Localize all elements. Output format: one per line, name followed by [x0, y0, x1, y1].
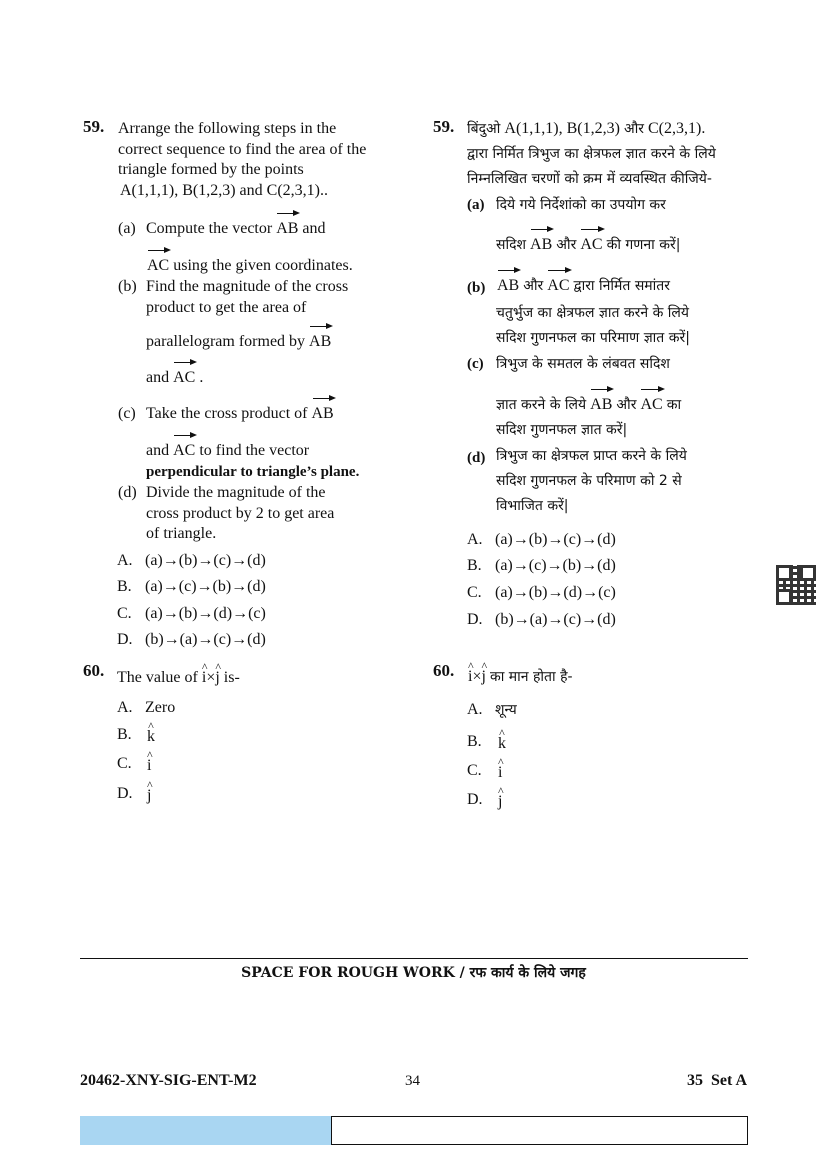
q59-en-step-a-label: (a) [118, 220, 136, 237]
q60-en-option-d[interactable]: j ^ [147, 786, 151, 806]
footer-color-bar [80, 1116, 331, 1145]
q59-hi-step-b-line2: चतुर्भुज का क्षेत्रफल ज्ञात करने के लिये [496, 305, 690, 321]
qr-code [776, 565, 816, 605]
q59-hi-step-d-line2: सदिश गुणनफल के परिमाण को 2 से [496, 473, 682, 489]
q59-hi-step-d-line3: विभाजित करें| [496, 498, 569, 514]
q59-hi-option-a-label[interactable]: A. [467, 531, 483, 548]
unit-vector-i: i ^ [202, 668, 206, 688]
vector-ac: AC [173, 442, 196, 459]
vector-ab: AB [309, 333, 332, 350]
vector-ac: AC [580, 236, 603, 253]
vector-ac: AC [173, 369, 196, 386]
q59-en-option-c-label[interactable]: C. [117, 605, 132, 622]
vector-ab: AB [497, 277, 520, 294]
q59-en-step-b-line3: parallelogram formed by AB [146, 333, 332, 350]
q59-hi-option-b-label[interactable]: B. [467, 557, 482, 574]
q59-en-step-d-line1: Divide the magnitude of the [146, 484, 326, 501]
footer-box [331, 1116, 748, 1145]
q59-en-intro-line3: triangle formed by the points [118, 161, 304, 178]
q59-en-step-c-line2: and AC to find the vector [146, 442, 310, 459]
q59-hi-step-c-label: (c) [467, 356, 484, 372]
q59-en-option-d[interactable]: (b)→(a)→(c)→(d) [145, 631, 266, 648]
vector-ac: AC [147, 257, 170, 274]
q59-hi-option-b[interactable]: (a)→(c)→(b)→(d) [495, 557, 616, 574]
vector-ab: AB [276, 220, 299, 237]
q59-hi-option-c-label[interactable]: C. [467, 584, 482, 601]
q59-en-option-b-label[interactable]: B. [117, 578, 132, 595]
q59-en-step-a-line1: Compute the vector AB and [146, 220, 326, 237]
q60-en-option-c[interactable]: i ^ [147, 756, 151, 776]
q59-hi-option-d-label[interactable]: D. [467, 611, 483, 628]
q60-en-question: The value of i ^×j ^ is- [117, 668, 240, 688]
q59-hi-line3: निम्नलिखित चरणों को क्रम में व्यवस्थित कीजिये- [467, 171, 712, 187]
q60-hi-option-c-label[interactable]: C. [467, 762, 482, 779]
unit-vector-j: j ^ [215, 668, 219, 688]
page-number: 34 [405, 1073, 420, 1089]
vector-ab: AB [530, 236, 553, 253]
q59-en-step-c-line3: perpendicular to triangle’s plane. [146, 464, 360, 480]
q59-hi-step-c-line1: त्रिभुज के समतल के लंबवत सदिश [496, 356, 670, 372]
vector-ac: AC [640, 396, 663, 413]
q60-hi-question: i ^×j ^ का मान होता है- [468, 667, 573, 687]
set-label: 35 Set A [687, 1072, 747, 1089]
q60-hi-option-d-label[interactable]: D. [467, 791, 483, 808]
q59-en-option-a-label[interactable]: A. [117, 552, 133, 569]
vector-ac: AC [547, 277, 570, 294]
q60-hi-option-c[interactable]: i ^ [498, 763, 502, 783]
q59-hi-line2: द्वारा निर्मित त्रिभुज का क्षेत्रफल ज्ञात करने के लिये [467, 146, 716, 162]
q59-hi-step-b-label: (b) [467, 280, 486, 296]
q59-hi-step-d-line1: त्रिभुज का क्षेत्रफल प्राप्त करने के लिये [496, 448, 687, 464]
q59-en-intro-line2: correct sequence to find the area of the [118, 141, 367, 158]
paper-code: 20462-XNY-SIG-ENT-M2 [80, 1072, 257, 1089]
q59-en-step-b-label: (b) [118, 278, 137, 295]
q60-en-option-a[interactable]: Zero [145, 699, 176, 716]
q59-hi-step-a-label: (a) [467, 197, 485, 213]
q59-en-option-a[interactable]: (a)→(b)→(c)→(d) [145, 552, 266, 569]
q60-en-option-d-label[interactable]: D. [117, 785, 133, 802]
q59-hi-step-d-label: (d) [467, 450, 486, 466]
q59-hi-option-c[interactable]: (a)→(b)→(d)→(c) [495, 584, 616, 601]
q59-hi-line1: बिंदुओ A(1,1,1), B(1,2,3) और C(2,3,1). [467, 120, 706, 137]
q60-en-option-b[interactable]: k ^ [147, 727, 155, 747]
q59-en-option-b[interactable]: (a)→(c)→(b)→(d) [145, 578, 266, 595]
q59-en-step-d-line2: cross product by 2 to get area [146, 505, 335, 522]
q60-hi-option-a[interactable]: शून्य [495, 702, 517, 718]
q59-hi-step-a-line2: सदिश AB और AC की गणना करें| [496, 236, 681, 253]
question-number-59-en: 59. [83, 117, 105, 136]
q60-hi-option-d[interactable]: j ^ [498, 792, 502, 812]
q59-hi-step-b-line3: सदिश गुणनफल का परिमाण ज्ञात करें| [496, 330, 690, 346]
q59-en-step-c-label: (c) [118, 405, 136, 422]
q59-hi-step-b-line1: AB और AC द्वारा निर्मित समांतर [497, 277, 671, 294]
q59-en-option-c[interactable]: (a)→(b)→(d)→(c) [145, 605, 266, 622]
q59-hi-step-c-line3: सदिश गुणनफल ज्ञात करें| [496, 422, 628, 438]
q59-en-step-d-line3: of triangle. [146, 525, 217, 542]
q59-en-step-b-line4: and AC . [146, 369, 204, 386]
rough-work-divider [80, 958, 748, 959]
q59-en-step-c-line1: Take the cross product of AB [146, 405, 334, 422]
q59-en-step-b-line2: product to get the area of [146, 299, 307, 316]
q60-en-option-a-label[interactable]: A. [117, 699, 133, 716]
q59-en-intro-line4: A(1,1,1), B(1,2,3) and C(2,3,1).. [120, 182, 328, 199]
q59-en-step-d-label: (d) [118, 484, 137, 501]
q60-en-option-c-label[interactable]: C. [117, 755, 132, 772]
q59-hi-option-a[interactable]: (a)→(b)→(c)→(d) [495, 531, 616, 548]
rough-work-heading: SPACE FOR ROUGH WORK / रफ कार्य के लिये जगह [241, 965, 586, 981]
q59-en-option-d-label[interactable]: D. [117, 631, 133, 648]
q60-hi-option-a-label[interactable]: A. [467, 701, 483, 718]
unit-vector-j: j ^ [481, 667, 485, 687]
q59-en-step-b-line1: Find the magnitude of the cross [146, 278, 349, 295]
vector-ab: AB [590, 396, 613, 413]
q60-en-option-b-label[interactable]: B. [117, 726, 132, 743]
question-number-60-hi: 60. [433, 661, 455, 680]
unit-vector-i: i ^ [468, 667, 472, 687]
q59-hi-step-c-line2: ज्ञात करने के लिये AB और AC का [496, 396, 682, 413]
q59-hi-step-a-line1: दिये गये निर्देशांको का उपयोग कर [496, 197, 666, 213]
q60-hi-option-b[interactable]: k ^ [498, 734, 506, 754]
q59-hi-option-d[interactable]: (b)→(a)→(c)→(d) [495, 611, 616, 628]
question-number-60-en: 60. [83, 661, 105, 680]
q60-hi-option-b-label[interactable]: B. [467, 733, 482, 750]
question-number-59-hi: 59. [433, 117, 455, 136]
vector-ab: AB [311, 405, 334, 422]
q59-en-intro-line1: Arrange the following steps in the [118, 120, 337, 137]
q59-en-step-a-line2: AC using the given coordinates. [147, 257, 353, 274]
